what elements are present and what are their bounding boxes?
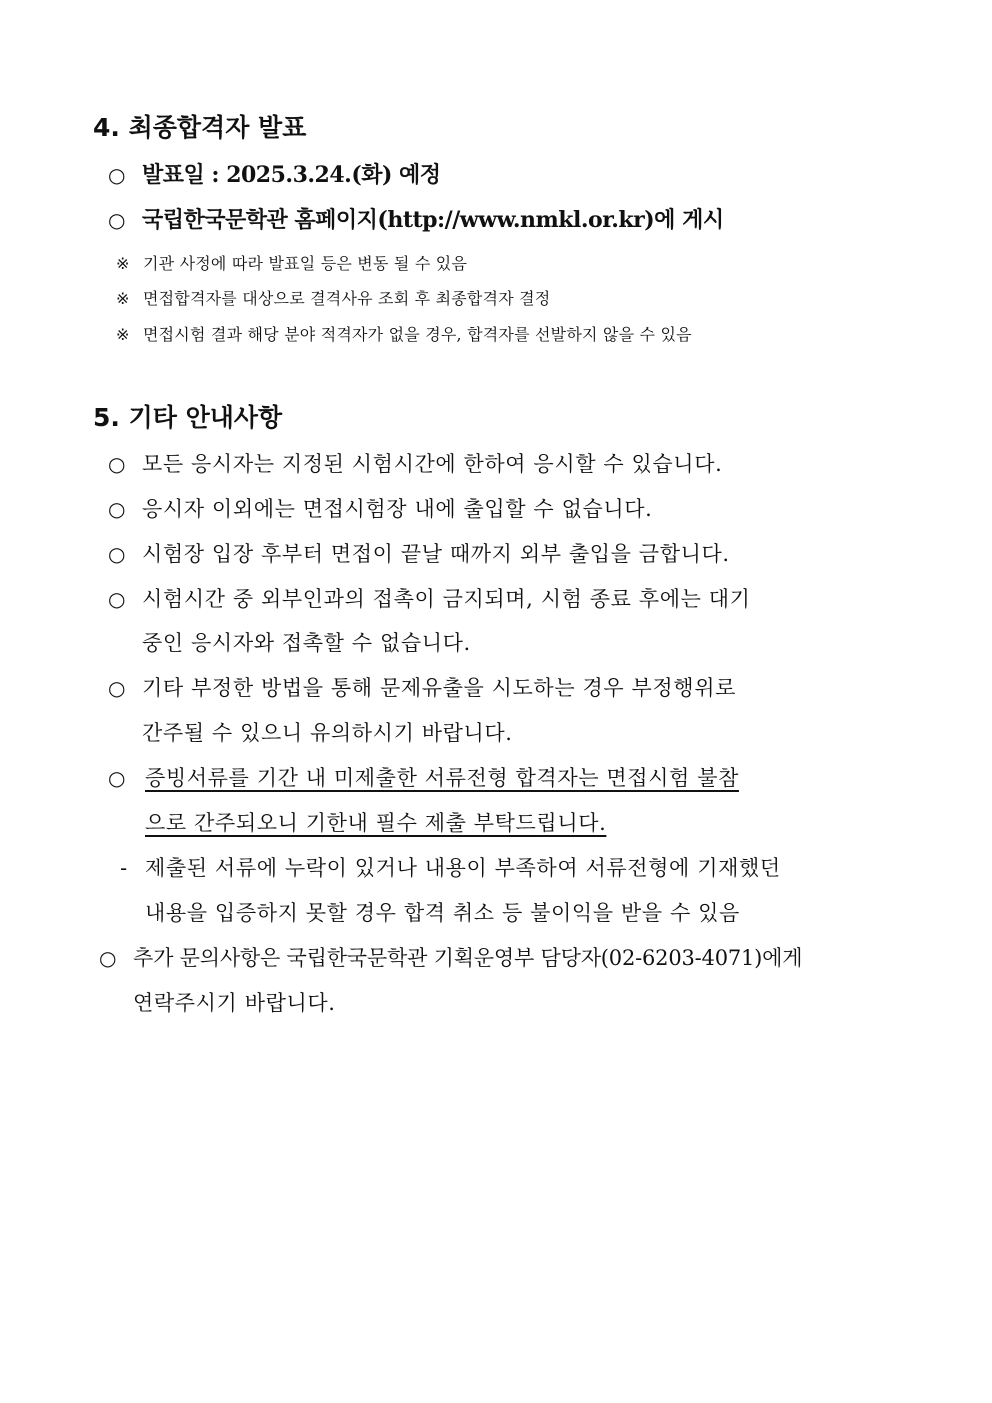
bullet: ○ xyxy=(108,163,126,187)
note-mark: ※ xyxy=(116,289,130,308)
bullet: ○ xyxy=(108,208,126,232)
announcement-date: 발표일 : 2025.3.24.(화) 예정 xyxy=(142,162,441,188)
notice-item: 응시자 이외에는 면접시험장 내에 출입할 수 없습니다. xyxy=(142,497,653,521)
notice-item-line: 중인 응시자와 접촉할 수 없습니다. xyxy=(142,631,471,655)
note-mark: ※ xyxy=(116,325,130,344)
sub-note-line: 내용을 입증하지 못할 경우 합격 취소 등 불이익을 받을 수 있음 xyxy=(145,901,740,925)
notice-item-underlined: 으로 간주되오니 기한내 필수 제출 부탁드립니다. xyxy=(145,811,607,835)
contact-line: 추가 문의사항은 국립한국문학관 기획운영부 담당자(02-6203-4071)에게 xyxy=(133,946,803,970)
contact-line: 연락주시기 바랍니다. xyxy=(133,991,336,1015)
note-mark: ※ xyxy=(116,254,130,273)
bullet: ○ xyxy=(108,452,126,476)
bullet: ○ xyxy=(108,587,126,611)
sub-note-line: 제출된 서류에 누락이 있거나 내용이 부족하여 서류전형에 기재했던 xyxy=(145,856,781,880)
bullet: ○ xyxy=(99,946,117,970)
note-item: 기관 사정에 따라 발표일 등은 변동 될 수 있음 xyxy=(143,254,468,273)
notice-item: 시험장 입장 후부터 면접이 끝날 때까지 외부 출입을 금합니다. xyxy=(142,542,730,566)
notice-item-line: 시험시간 중 외부인과의 접촉이 금지되며, 시험 종료 후에는 대기 xyxy=(142,587,751,611)
section-4-heading: 4. 최종합격자 발표 xyxy=(93,113,307,142)
bullet: ○ xyxy=(108,766,126,790)
note-item: 면접시험 결과 해당 분야 적격자가 없을 경우, 합격자를 선발하지 않을 수 있음 xyxy=(143,325,692,344)
note-item: 면접합격자를 대상으로 결격사유 조회 후 최종합격자 결정 xyxy=(143,289,551,308)
notice-item-line: 기타 부정한 방법을 통해 문제유출을 시도하는 경우 부정행위로 xyxy=(142,676,736,700)
dash-marker: - xyxy=(120,856,128,880)
announcement-location: 국립한국문학관 홈페이지(http://www.nmkl.or.kr)에 게시 xyxy=(142,207,724,233)
bullet: ○ xyxy=(108,542,126,566)
section-5-heading: 5. 기타 안내사항 xyxy=(93,403,283,432)
notice-item: 모든 응시자는 지정된 시험시간에 한하여 응시할 수 있습니다. xyxy=(142,452,723,476)
notice-item-underlined: 증빙서류를 기간 내 미제출한 서류전형 합격자는 면접시험 불참 xyxy=(145,766,739,790)
bullet: ○ xyxy=(108,497,126,521)
notice-item-line: 간주될 수 있으니 유의하시기 바랍니다. xyxy=(142,721,513,745)
bullet: ○ xyxy=(108,676,126,700)
